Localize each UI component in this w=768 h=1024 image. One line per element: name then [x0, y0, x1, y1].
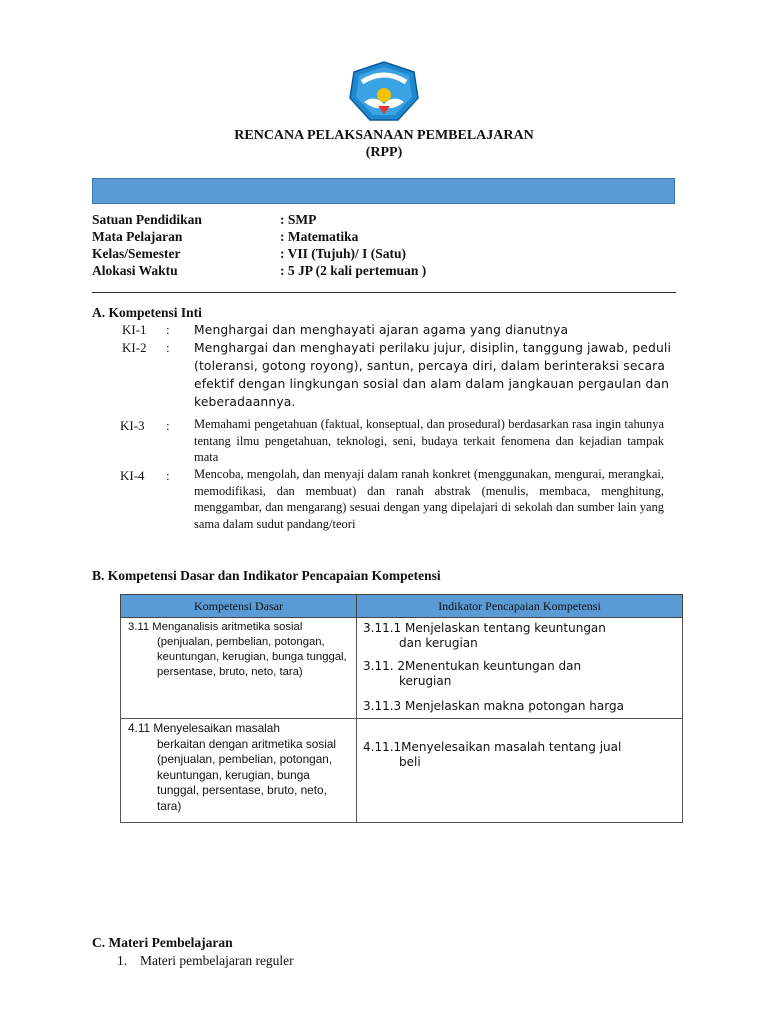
identity-value: : VII (Tujuh)/ I (Satu) [280, 246, 407, 261]
indicator-item [357, 719, 682, 770]
kd-detail-text: berkaitan dengan aritmetika sosial (penjualan, pembelian, potongan, keuntungan, kerugian, bunga tunggal, persentase, bruto, neto, tara) [157, 736, 337, 813]
indicator-continuation: beli [399, 755, 421, 769]
document-subtitle: (RPP) [365, 145, 403, 160]
kd-cell [121, 719, 356, 817]
tut-wuri-handayani-logo [348, 60, 420, 124]
kd-detail-text: (penjualan, pembelian, potongan, keuntungan, kerugian, bunga tunggal, persentase, bruto, neto, tara) [157, 636, 347, 678]
indicator-number: 3.11.1 [363, 621, 402, 635]
identity-label: Satuan Pendidikan [92, 212, 202, 227]
ki-code: KI-1 [122, 322, 147, 337]
indicator-number: 4.11.1 [363, 740, 402, 754]
indicator-text: Menentukan keuntungan dan [404, 659, 582, 673]
indicator-continuation: kerugian [399, 674, 452, 688]
header-bar [92, 178, 675, 204]
list-item-text: Materi pembelajaran reguler [140, 953, 294, 968]
ki-colon: : [166, 340, 170, 355]
kd-number-text: 3.11 Menganalisis aritmetika sosial [128, 621, 303, 633]
competency-table [120, 594, 683, 823]
ki-colon: : [166, 468, 170, 483]
kd-number-text: 4.11 Menyelesaikan masalah [128, 721, 280, 735]
indicator-number: 3.11.3 [363, 699, 402, 713]
ki-code: KI-2 [122, 340, 147, 355]
ki-text: Memahami pengetahuan (faktual, konseptual, dan prosedural) berdasarkan rasa ingin tahunya tentang ilmu pengetahuan, teknologi, seni, budaya terkait fenomena dan kejadian tampak mata [194, 417, 664, 464]
table-row [121, 719, 683, 823]
indicator-text: Menjelaskan tentang keuntungan [401, 621, 606, 635]
section-c-heading: C. Materi Pembelajaran [92, 935, 233, 950]
indicator-item [357, 651, 682, 689]
identity-label: Alokasi Waktu [92, 263, 178, 278]
ki-text: Menghargai dan menghayati perilaku jujur, disiplin, tanggung jawab, peduli (toleransi, gotong royong), santun, percaya diri, dalam berinteraksi secara efektif dengan lingkungan sosial dan alam dalam jangkauan pergaulan dan keberadaannya. [194, 341, 672, 409]
indicator-text: Menjelaskan makna potongan harga [401, 699, 624, 713]
document-title: RENCANA PELAKSANAAN PEMBELAJARAN [234, 128, 534, 143]
indicator-item [357, 689, 682, 714]
ki-code: KI-3 [120, 418, 145, 433]
identity-value: : SMP [280, 212, 317, 227]
identity-value: : Matematika [280, 229, 359, 244]
ki-code: KI-4 [120, 468, 145, 483]
ki-colon: : [166, 418, 170, 433]
table-row [121, 618, 683, 719]
ki-text: Mencoba, mengolah, dan menyaji dalam ranah konkret (menggunakan, mengurai, merangkai, memodifikasi, dan membuat) dan ranah abstrak (menulis, membaca, menghitung, menggambar, dan mengarang) sesuai dengan yang dipelajari di sekolah dan sumber lain yang sama dalam sudut pandang/teori [194, 467, 664, 531]
section-a-heading: A. Kompetensi Inti [92, 305, 202, 320]
identity-value: : 5 JP (2 kali pertemuan ) [280, 263, 427, 278]
ki-text: Menghargai dan menghayati ajaran agama yang dianutnya [194, 323, 569, 337]
indicator-continuation: dan kerugian [399, 636, 478, 650]
divider [92, 292, 676, 293]
ki-colon: : [166, 322, 170, 337]
indicator-number: 3.11. 2 [363, 659, 405, 673]
indicator-text: Menyelesaikan masalah tentang jual [401, 740, 622, 754]
indicator-item [357, 618, 682, 651]
list-item-number: 1. [117, 953, 128, 968]
identity-label: Kelas/Semester [92, 246, 181, 261]
identity-label: Mata Pelajaran [92, 229, 183, 244]
kd-cell [121, 618, 356, 682]
section-b-heading: B. Kompetensi Dasar dan Indikator Pencapaian Kompetensi [92, 568, 441, 583]
table-header-indikator: Indikator Pencapaian Kompetensi [357, 595, 683, 618]
table-header-kompetensi-dasar: Kompetensi Dasar [121, 595, 357, 618]
